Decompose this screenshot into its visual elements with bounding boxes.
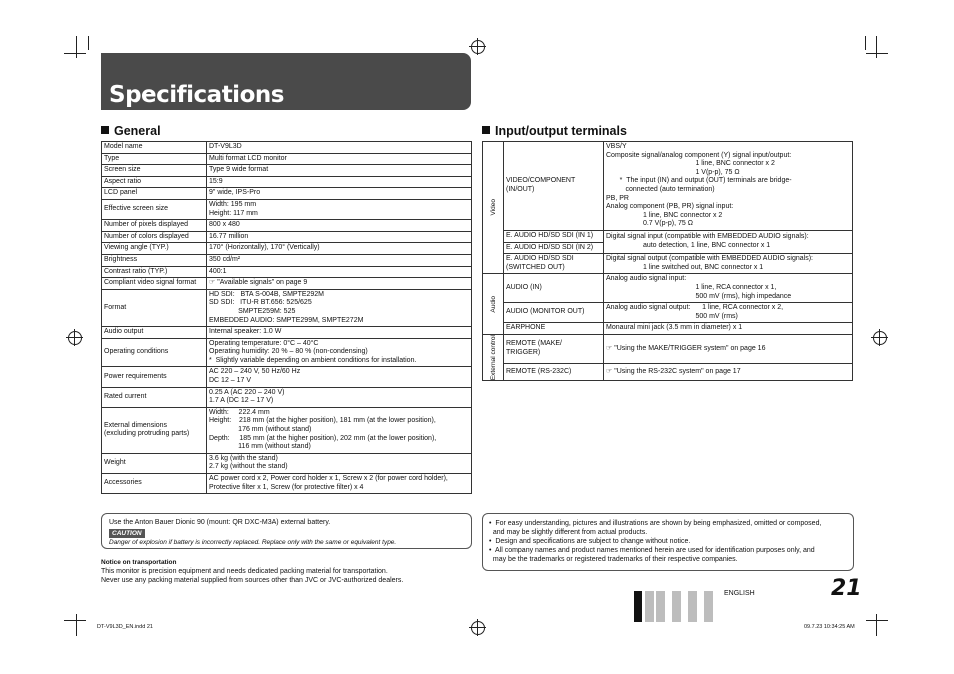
bullet-icon: • — [489, 520, 496, 527]
tab-bar — [645, 591, 654, 622]
terminal-value: Digital signal output (compatible with EMBEDDED AUDIO signals): 1 line switched out, BNC connector x 1 — [604, 254, 853, 274]
spec-value: AC 220 – 240 V, 50 Hz/60 Hz DC 12 – 17 V — [207, 367, 472, 387]
table-row — [483, 323, 853, 335]
tab-bar — [688, 591, 697, 622]
table-row — [483, 230, 853, 242]
crop-mark — [876, 614, 877, 636]
tab-bar — [634, 591, 642, 622]
spec-label: Compliant video signal format — [102, 278, 207, 290]
table-row — [102, 231, 472, 243]
spec-label: Format — [102, 289, 207, 326]
spec-label: Viewing angle (TYP.) — [102, 243, 207, 255]
spec-value: Type 9 wide format — [207, 165, 472, 177]
table-row — [102, 153, 472, 165]
language-label: ENGLISH — [724, 590, 755, 597]
spec-value: 800 x 480 — [207, 220, 472, 232]
spec-value: Width: 195 mm Height: 117 mm — [207, 199, 472, 219]
crop-mark — [76, 614, 77, 636]
tab-bar — [704, 591, 713, 622]
table-row — [102, 188, 472, 200]
terminal-value: Monaural mini jack (3.5 mm in diameter) x 1 — [604, 323, 853, 335]
registration-mark-icon — [873, 331, 887, 345]
spec-value: DT-V9L3D — [207, 142, 472, 154]
note-item — [489, 519, 853, 537]
terminal-label: VIDEO/COMPONENT (IN/OUT) — [504, 142, 604, 231]
table-row — [483, 334, 853, 363]
bullet-icon: • — [489, 538, 496, 545]
note-item — [489, 546, 853, 564]
table-row — [102, 474, 472, 494]
tab-bar — [656, 591, 665, 622]
spec-label: Accessories — [102, 474, 207, 494]
terminal-label: REMOTE (MAKE/ TRIGGER) — [504, 334, 604, 363]
crop-mark — [865, 36, 866, 50]
spec-value: AC power cord x 2, Power cord holder x 1, Screw x 2 (for power cord holder), Protective filter x 1, Screw (for protective filter) x 4 — [207, 474, 472, 494]
spec-value: Operating temperature: 0°C – 40°C Operating humidity: 20 % – 80 % (non-condensing) * Slightly variable depending on ambient conditions for installation. — [207, 338, 472, 367]
spec-value: 350 cd/m² — [207, 254, 472, 266]
caution-text: Danger of explosion if battery is incorrectly replaced. Replace only with the same or equivalent type. — [109, 539, 397, 546]
terminal-value: VBS/Y Composite signal/analog component (Y) signal input/output: 1 line, BNC connector x 2 1 V(p-p), 75 Ω * The input (IN) and output (OUT) terminals are bridge- connected (auto termination) PB, PR Analog component (PB, PR) signal input: 1 line, BNC connector x 2 0.7 V(p-p), 75 Ω — [604, 142, 853, 231]
table-row — [102, 327, 472, 339]
terminal-value: Analog audio signal input: 1 line, RCA connector x 1, 500 mV (rms), high impedance — [604, 274, 853, 303]
registration-mark-icon — [471, 621, 485, 635]
group-label: Video — [489, 199, 497, 216]
spec-label: Number of colors displayed — [102, 231, 207, 243]
terminal-label: E. AUDIO HD/SD SDI (SWITCHED OUT) — [504, 254, 604, 274]
table-row — [483, 142, 853, 231]
spec-value: 9" wide, IPS-Pro — [207, 188, 472, 200]
battery-box — [101, 513, 472, 549]
table-row — [102, 176, 472, 188]
spec-label: Rated current — [102, 387, 207, 407]
table-row — [102, 407, 472, 453]
terminal-value: Digital signal input (compatible with EMBEDDED AUDIO signals): auto detection, 1 line, BNC connector x 1 — [604, 230, 853, 253]
terminal-label: EARPHONE — [504, 323, 604, 335]
note-text: For easy understanding, pictures and illustrations are shown by being emphasized, omitted or composed, and may be slightly different from actual products. — [492, 520, 822, 536]
group-label: External control — [489, 334, 497, 381]
crop-mark — [76, 36, 77, 58]
notes-list — [483, 519, 853, 564]
spec-label: Aspect ratio — [102, 176, 207, 188]
notes-box — [482, 513, 854, 571]
terminal-label: E. AUDIO HD/SD SDI (IN 2) — [504, 242, 604, 254]
table-row — [483, 303, 853, 323]
title-banner — [101, 53, 471, 110]
bullet-icon: • — [489, 547, 495, 554]
tab-bar — [672, 591, 681, 622]
page-number: 21 — [831, 576, 862, 601]
page-title: Specifications — [109, 82, 284, 108]
table-row — [102, 220, 472, 232]
file-name: DT-V9L3D_EN.indd 21 — [97, 624, 153, 630]
table-row — [102, 142, 472, 154]
terminal-value: Analog audio signal output: 1 line, RCA connector x 2, 500 mV (rms) — [604, 303, 853, 323]
spec-label: Number of pixels displayed — [102, 220, 207, 232]
registration-mark-icon — [68, 331, 82, 345]
terminal-label: E. AUDIO HD/SD SDI (IN 1) — [504, 230, 604, 242]
spec-label: Brightness — [102, 254, 207, 266]
terminal-label: REMOTE (RS-232C) — [504, 364, 604, 381]
note-text: Design and specifications are subject to change without notice. — [495, 538, 691, 545]
table-row — [483, 364, 853, 381]
spec-value: 400:1 — [207, 266, 472, 278]
group-label: Audio — [489, 295, 497, 313]
table-row — [483, 254, 853, 274]
table-row — [102, 387, 472, 407]
spec-label: Type — [102, 153, 207, 165]
group-cell — [483, 274, 504, 335]
spec-value: 0.25 A (AC 220 – 240 V) 1.7 A (DC 12 – 17 V) — [207, 387, 472, 407]
crop-mark — [866, 53, 888, 54]
note-item — [489, 537, 853, 546]
note-text: All company names and product names mentioned herein are used for identification purposes only, and may be the trademarks or registered trademarks of their respective companies. — [492, 547, 815, 563]
spec-label: Contrast ratio (TYP.) — [102, 266, 207, 278]
spec-value: Multi format LCD monitor — [207, 153, 472, 165]
spec-value: 15:9 — [207, 176, 472, 188]
timestamp: 09.7.23 10:34:25 AM — [804, 624, 855, 630]
io-spec-table — [482, 141, 853, 381]
general-spec-table — [101, 141, 472, 494]
spec-label: Audio output — [102, 327, 207, 339]
table-row — [483, 274, 853, 303]
crop-mark — [88, 36, 89, 50]
transport-text: This monitor is precision equipment and needs dedicated packing material for transportation. Never use any packing material supplied from sources other than JVC or JVC-authorized dealers. — [101, 568, 404, 584]
table-row — [102, 278, 472, 290]
transport-title: Notice on transportation — [101, 559, 177, 566]
spec-value: ☞ "Available signals" on page 9 — [207, 278, 472, 290]
general-heading: General — [101, 124, 161, 138]
spec-label: External dimensions (excluding protruding parts) — [102, 407, 207, 453]
terminal-label: AUDIO (IN) — [504, 274, 604, 303]
terminal-value: ☞ "Using the RS-232C system" on page 17 — [604, 364, 853, 381]
registration-mark-icon — [471, 40, 485, 54]
group-cell — [483, 334, 504, 380]
spec-label: Power requirements — [102, 367, 207, 387]
spec-value: Width: 222.4 mm Height: 218 mm (at the higher position), 181 mm (at the lower position), 176 mm (without stand) Depth: 185 mm (at the higher position), 202 mm (at the lower position), 116 mm (without stand) — [207, 407, 472, 453]
spec-label: LCD panel — [102, 188, 207, 200]
spec-value: 3.6 kg (with the stand) 2.7 kg (without the stand) — [207, 453, 472, 473]
spec-label: Effective screen size — [102, 199, 207, 219]
spec-value: 170° (Horizontally), 170° (Vertically) — [207, 243, 472, 255]
battery-text: Use the Anton Bauer Dionic 90 (mount: QR DXC-M3A) external battery. — [109, 519, 331, 526]
spec-value: 16.77 million — [207, 231, 472, 243]
spec-label: Screen size — [102, 165, 207, 177]
crop-mark — [64, 620, 86, 621]
terminal-label: AUDIO (MONITOR OUT) — [504, 303, 604, 323]
group-cell — [483, 142, 504, 274]
spec-label: Model name — [102, 142, 207, 154]
spec-label: Operating conditions — [102, 338, 207, 367]
caution-label: CAUTION — [109, 529, 145, 538]
terminal-value: ☞ "Using the MAKE/TRIGGER system" on page 16 — [604, 334, 853, 363]
table-row — [102, 338, 472, 367]
table-row — [102, 254, 472, 266]
table-row — [102, 266, 472, 278]
table-row — [102, 453, 472, 473]
spec-value: Internal speaker: 1.0 W — [207, 327, 472, 339]
crop-mark — [876, 36, 877, 58]
table-row — [102, 199, 472, 219]
spec-label: Weight — [102, 453, 207, 473]
table-row — [102, 367, 472, 387]
io-heading: Input/output terminals — [482, 124, 627, 138]
spec-value: HD SDI: BTA S-004B, SMPTE292M SD SDI: ITU-R BT.656: 525/625 SMPTE259M: 525 EMBEDDED AUDIO: SMPTE299M, SMPTE272M — [207, 289, 472, 326]
table-row — [102, 243, 472, 255]
crop-mark — [64, 53, 86, 54]
table-row — [102, 165, 472, 177]
table-row — [102, 289, 472, 326]
crop-mark — [866, 620, 888, 621]
